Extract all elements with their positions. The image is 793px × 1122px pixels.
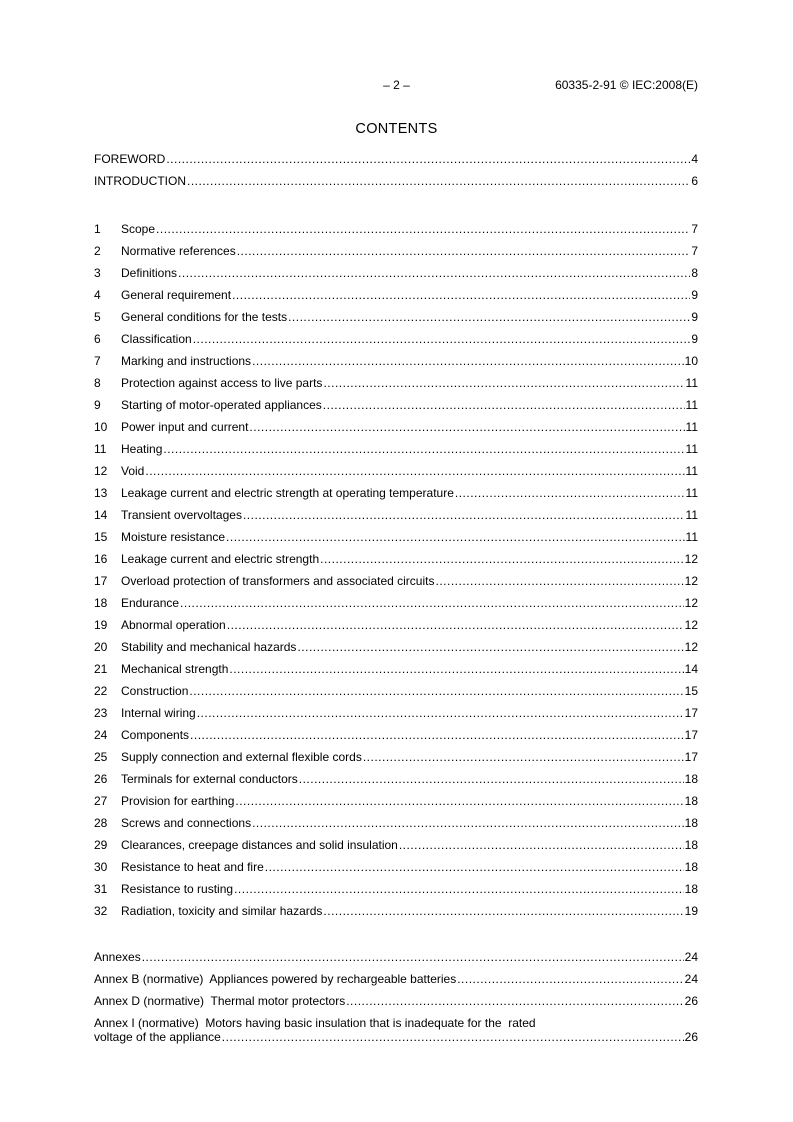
toc-entry-label: Annex B (normative) Appliances powered by rechargeable batteries (94, 972, 457, 986)
toc-entry-page: 11 (685, 530, 698, 544)
toc-entry-page: 9 (691, 310, 698, 324)
toc-entry[interactable] (94, 724, 698, 746)
toc-entry-label: FOREWORD (94, 152, 166, 166)
toc-entry[interactable] (94, 350, 698, 372)
toc-entry-page: 26 (684, 994, 698, 1008)
toc-entry-page: 26 (684, 1030, 698, 1044)
toc-entry-number: 6 (94, 332, 101, 346)
toc-entry[interactable] (94, 240, 698, 262)
toc-entry-page: 12 (684, 640, 698, 654)
toc-entry-number: 5 (94, 310, 101, 324)
toc-entry[interactable] (94, 416, 698, 438)
toc-entry-label: Stability and mechanical hazards (121, 640, 297, 654)
toc-entry-number: 18 (94, 596, 108, 610)
toc-entry-page: 11 (685, 508, 698, 522)
toc-entry-page: 24 (684, 972, 698, 986)
toc-entry-label: Terminals for external conductors (121, 772, 298, 786)
toc-entry-number: 11 (94, 442, 107, 456)
toc-entry[interactable] (94, 636, 698, 658)
toc-entry-number: 32 (94, 904, 108, 918)
toc-entry-page: 17 (684, 706, 698, 720)
toc-entry-page: 12 (684, 552, 698, 566)
toc-entry-page: 17 (684, 750, 698, 764)
toc-entry-page: 18 (684, 816, 698, 830)
toc-entry-label: Resistance to rusting (121, 882, 234, 896)
toc-entry-number: 12 (94, 464, 108, 478)
toc-entry-number: 9 (94, 398, 101, 412)
toc-entry-page: 11 (685, 398, 698, 412)
toc-entry[interactable] (94, 372, 698, 394)
toc-entry-label: Annex I (normative) Motors having basic insulation that is inadequate for the rated (94, 1016, 536, 1030)
toc-entry[interactable] (94, 768, 698, 790)
toc-entry[interactable] (94, 306, 698, 328)
toc-entry-number: 29 (94, 838, 108, 852)
page-number: – 2 – (383, 78, 410, 92)
toc-entry[interactable] (94, 148, 698, 170)
toc-entry-label: Definitions (121, 266, 178, 280)
toc-entry-number: 7 (94, 354, 101, 368)
toc-entry-number: 3 (94, 266, 101, 280)
toc-entry-label: Transient overvoltages (121, 508, 242, 522)
toc-entry-page: 18 (684, 838, 698, 852)
toc-entry-label: Normative references (121, 244, 236, 258)
toc-entry-label: Components (121, 728, 190, 742)
toc-entry-number: 31 (94, 882, 108, 896)
toc-entry-label: Annex D (normative) Thermal motor protectors (94, 994, 346, 1008)
toc-entry-label: General conditions for the tests (121, 310, 288, 324)
toc-entry-number: 10 (94, 420, 108, 434)
toc-entry-label: Heating (121, 442, 163, 456)
toc-entry-page: 18 (684, 860, 698, 874)
toc-entry[interactable] (94, 680, 698, 702)
toc-entry[interactable] (94, 658, 698, 680)
toc-entry-number: 4 (94, 288, 101, 302)
toc-entry[interactable] (94, 218, 698, 240)
toc-entry[interactable] (94, 812, 698, 834)
toc-entry-label: Classification (121, 332, 192, 346)
toc-entry-page: 9 (691, 288, 698, 302)
toc-entry-label: Screws and connections (121, 816, 252, 830)
toc-entry-label: Overload protection of transformers and associated circuits (121, 574, 435, 588)
toc-entry-number: 21 (94, 662, 108, 676)
toc-entry-label: Resistance to heat and fire (121, 860, 264, 874)
toc-entry-page: 6 (691, 174, 698, 188)
toc-entry-label: Annexes (94, 950, 141, 964)
toc-entry-number: 27 (94, 794, 108, 808)
toc-entry[interactable] (94, 328, 698, 350)
toc-entry-label: Leakage current and electric strength at operating temperature (121, 486, 454, 500)
toc-entry-label: Starting of motor-operated appliances (121, 398, 322, 412)
toc-entry-page: 18 (684, 772, 698, 786)
toc-entry-page: 12 (684, 574, 698, 588)
toc-entry[interactable] (94, 990, 698, 1012)
toc-entry-page: 9 (691, 332, 698, 346)
toc-entry[interactable] (94, 284, 698, 306)
toc-entry[interactable] (94, 526, 698, 548)
toc-entry-number: 25 (94, 750, 108, 764)
toc-entry-number: 1 (94, 222, 101, 236)
toc-entry[interactable] (94, 834, 698, 856)
toc-entry[interactable] (94, 570, 698, 592)
toc-entry[interactable] (94, 900, 698, 922)
toc-entry[interactable] (94, 946, 698, 968)
toc-entry-label: Abnormal operation (121, 618, 226, 632)
toc-entry-label: Marking and instructions (121, 354, 252, 368)
toc-entry-label: Void (121, 464, 145, 478)
toc-entry-page: 7 (691, 244, 698, 258)
toc-entry-number: 16 (94, 552, 108, 566)
toc-entry-label: Moisture resistance (121, 530, 226, 544)
toc-entry-label: General requirement (121, 288, 232, 302)
toc-entry[interactable] (94, 592, 698, 614)
toc-entry-number: 23 (94, 706, 108, 720)
toc-entry-page: 12 (684, 618, 698, 632)
toc-entry-label: Endurance (121, 596, 180, 610)
toc-entry[interactable] (94, 856, 698, 878)
toc-entry-page: 11 (685, 464, 698, 478)
toc-clauses (94, 218, 698, 922)
toc-entry[interactable] (94, 790, 698, 812)
document-id: 60335-2-91 © IEC:2008(E) (555, 78, 698, 92)
toc-entry-number: 20 (94, 640, 108, 654)
toc-entry[interactable] (94, 482, 698, 504)
toc-front-matter (94, 148, 698, 192)
toc-entry-page: 24 (684, 950, 698, 964)
toc-entry-number: 13 (94, 486, 108, 500)
toc-entry[interactable] (94, 394, 698, 416)
toc-entry-label: Scope (121, 222, 156, 236)
toc-entry-number: 24 (94, 728, 108, 742)
toc-entry-label-continued: voltage of the appliance (94, 1030, 221, 1044)
toc-entry-number: 19 (94, 618, 108, 632)
toc-entry-page: 15 (684, 684, 698, 698)
toc-entry-page: 14 (684, 662, 698, 676)
toc-entry-page: 10 (684, 354, 698, 368)
toc-entry[interactable] (94, 170, 698, 192)
toc-entry-label: Leakage current and electric strength (121, 552, 320, 566)
toc-entry[interactable] (94, 438, 698, 460)
toc-entry[interactable] (94, 746, 698, 768)
toc-entry-label: Supply connection and external flexible cords (121, 750, 362, 764)
toc-entry[interactable] (94, 460, 698, 482)
toc-entry-number: 14 (94, 508, 108, 522)
toc-entry-number: 2 (94, 244, 101, 258)
toc-entry-label: Radiation, toxicity and similar hazards (121, 904, 323, 918)
toc-entry[interactable] (94, 548, 698, 570)
toc-entry-page: 11 (685, 442, 698, 456)
toc-entry-page: 18 (684, 882, 698, 896)
toc-entry[interactable] (94, 968, 698, 990)
toc-entry-number: 30 (94, 860, 108, 874)
toc-entry-label: Power input and current (121, 420, 249, 434)
toc-entry-page: 11 (685, 376, 698, 390)
toc-entry-page: 7 (691, 222, 698, 236)
toc-entry-page: 11 (685, 486, 698, 500)
toc-entry-page: 17 (684, 728, 698, 742)
toc-entry-number: 26 (94, 772, 108, 786)
toc-entry-label: Provision for earthing (121, 794, 235, 808)
toc-entry[interactable] (94, 614, 698, 636)
toc-entry-label: Protection against access to live parts (121, 376, 323, 390)
page-title: CONTENTS (355, 121, 438, 137)
toc-entry-page: 12 (684, 596, 698, 610)
toc-entry[interactable] (94, 504, 698, 526)
toc-entry[interactable] (94, 262, 698, 284)
toc-annexes (94, 946, 698, 1044)
toc-entry-number: 22 (94, 684, 108, 698)
toc-entry-number: 8 (94, 376, 101, 390)
toc-entry-label: Clearances, creepage distances and solid insulation (121, 838, 398, 852)
toc-entry-number: 15 (94, 530, 108, 544)
toc-entry-label: Construction (121, 684, 189, 698)
toc-entry-label: Mechanical strength (121, 662, 229, 676)
toc-entry-number: 17 (94, 574, 108, 588)
toc-entry-page: 11 (685, 420, 698, 434)
toc-entry-label: Internal wiring (121, 706, 196, 720)
toc-entry-label: INTRODUCTION (94, 174, 186, 188)
toc-entry-page: 18 (684, 794, 698, 808)
toc-entry-page: 19 (684, 904, 698, 918)
toc-entry-page: 8 (691, 266, 698, 280)
toc-entry[interactable] (94, 1012, 698, 1044)
toc-entry-number: 28 (94, 816, 108, 830)
toc-entry[interactable] (94, 702, 698, 724)
toc-entry[interactable] (94, 878, 698, 900)
toc-entry-page: 4 (691, 152, 698, 166)
